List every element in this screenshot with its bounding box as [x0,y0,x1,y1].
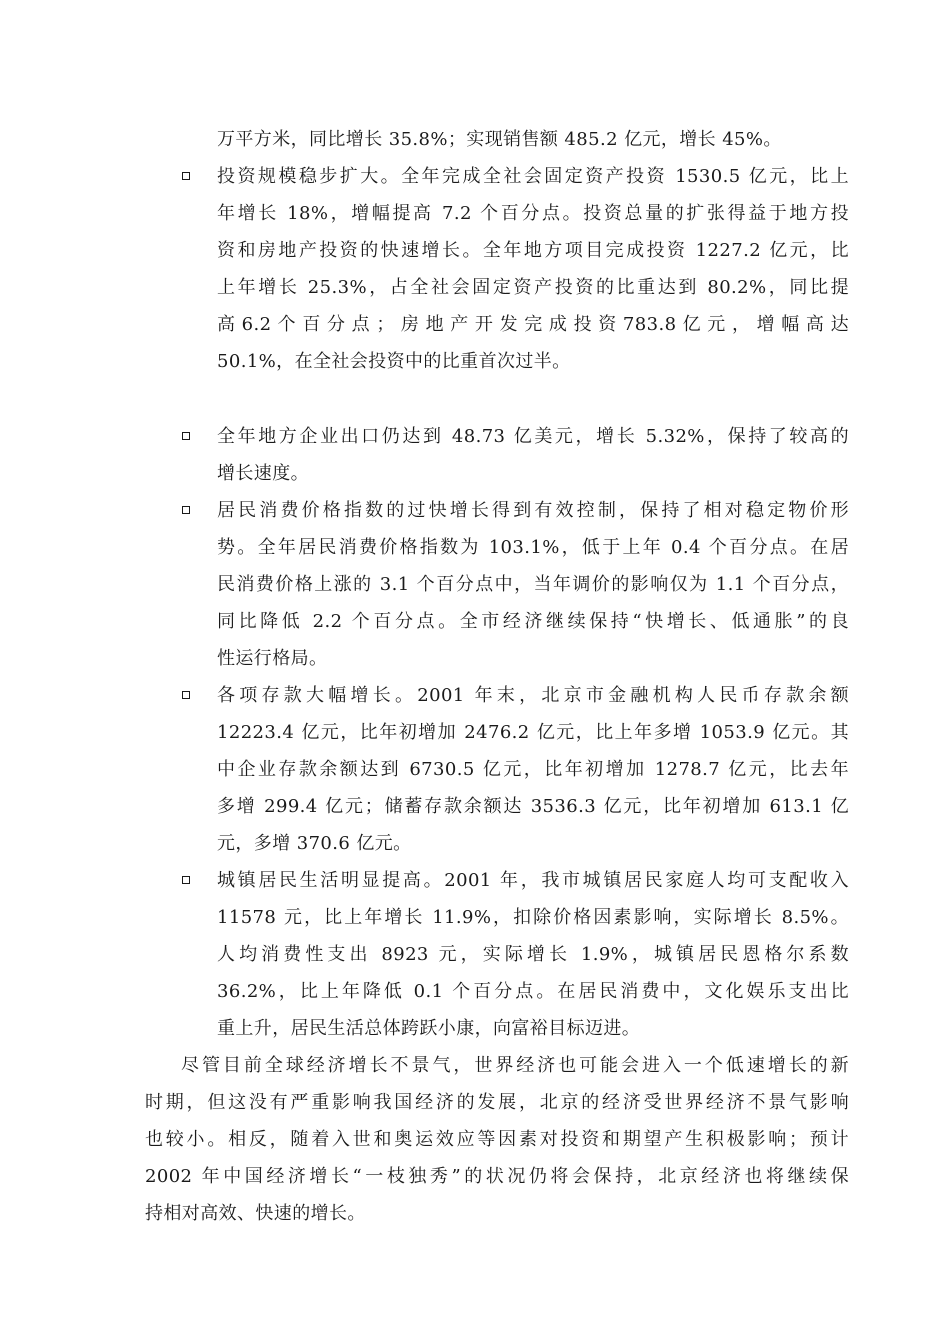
bullet-line: 性运行格局。 [217,648,328,669]
bullet-line: 11578 元，比上年增长 11.9%，扣除价格因素影响，实际增长 8.5%。 [217,907,849,928]
bullet-line: 中企业存款余额达到 6730.5 亿元，比年初增加 1278.7 亿元，比去年 [217,759,849,780]
bullet-line: 增长速度。 [217,463,309,484]
bullet-line: 上年增长 25.3%，占全社会固定资产投资的比重达到 80.2%，同比提 [217,277,849,298]
bullet-line: 元，多增 370.6 亿元。 [217,833,412,854]
bullet-line: 人均消费性支出 8923 元，实际增长 1.9%，城镇居民恩格尔系数 [217,944,849,965]
continuation-line: 万平方米，同比增长 35.8%；实现销售额 485.2 亿元，增长 45%。 [217,129,782,150]
bullet-line: 同比降低 2.2 个百分点。全市经济继续保持“快增长、低通胀”的良 [217,611,849,632]
paragraph-line: 尽管目前全球经济增长不景气，世界经济也可能会进入一个低速增长的新 [181,1055,849,1076]
bullet-line: 重上升，居民生活总体跨跃小康，向富裕目标迈进。 [217,1018,641,1039]
paragraph-line: 持相对高效、快速的增长。 [145,1203,366,1224]
bullet-line: 资和房地产投资的快速增长。全年地方项目完成投资 1227.2 亿元，比 [217,240,849,261]
bullet-line: 12223.4 亿元，比年初增加 2476.2 亿元，比上年多增 1053.9 亿元。其 [217,722,849,743]
bullet-line: 势。全年居民消费价格指数为 103.1%，低于上年 0.4 个百分点。在居 [217,537,849,558]
square-bullet-icon [182,172,190,180]
paragraph-line: 2002 年中国经济增长“一枝独秀”的状况仍将会保持，北京经济也将继续保 [145,1166,849,1187]
bullet-line: 高 6.2 个 百 分 点 ； 房 地 产 开 发 完 成 投 资 783.8 亿 元 ， 增 幅 高 达 [217,314,849,335]
square-bullet-icon [182,506,190,514]
bullet-line: 多增 299.4 亿元；储蓄存款余额达 3536.3 亿元，比年初增加 613.1 亿 [217,796,849,817]
square-bullet-icon [182,876,190,884]
bullet-line: 城镇居民生活明显提高。2001 年，我市城镇居民家庭人均可支配收入 [217,870,849,891]
bullet-line: 民消费价格上涨的 3.1 个百分点中，当年调价的影响仅为 1.1 个百分点， [217,574,849,595]
square-bullet-icon [182,691,190,699]
paragraph-line: 时期，但这没有严重影响我国经济的发展，北京的经济受世界经济不景气影响 [145,1092,849,1113]
paragraph-line: 也较小。相反，随着入世和奥运效应等因素对投资和期望产生积极影响；预计 [145,1129,849,1150]
square-bullet-icon [182,432,190,440]
bullet-line: 居民消费价格指数的过快增长得到有效控制，保持了相对稳定物价形 [217,500,849,521]
bullet-line: 年增长 18%，增幅提高 7.2 个百分点。投资总量的扩张得益于地方投 [217,203,849,224]
bullet-line: 50.1%，在全社会投资中的比重首次过半。 [217,351,571,372]
bullet-line: 各项存款大幅增长。2001 年末，北京市金融机构人民币存款余额 [217,685,849,706]
bullet-line: 全年地方企业出口仍达到 48.73 亿美元，增长 5.32%，保持了较高的 [217,426,849,447]
bullet-line: 投资规模稳步扩大。全年完成全社会固定资产投资 1530.5 亿元，比上 [217,166,849,187]
bullet-line: 36.2%，比上年降低 0.1 个百分点。在居民消费中，文化娱乐支出比 [217,981,849,1002]
